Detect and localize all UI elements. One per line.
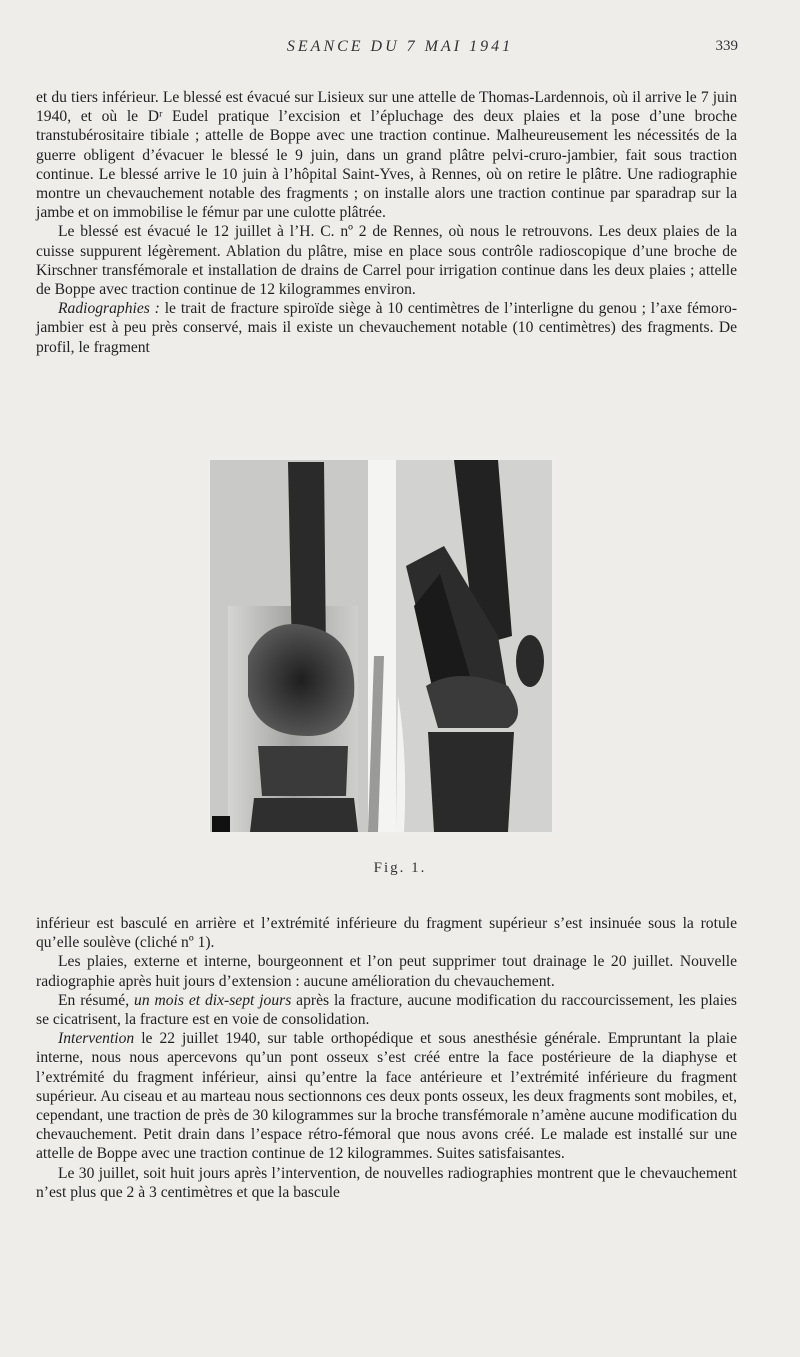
paragraph-text: Les plaies, externe et interne, bourgeonnent et l’on peut supprimer tout drainage le 20 juillet. Nouvelle radiographie après huit jours d’extension : aucune amélioration du chevauchement. <box>36 953 737 990</box>
figure-caption: Fig. 1. <box>373 860 427 876</box>
paragraph <box>36 991 737 1029</box>
paragraph <box>36 1164 737 1202</box>
paragraph-lead: un mois et dix-sept jours <box>134 991 292 1009</box>
paragraph-text: Le blessé est évacué le 12 juillet à l’H. C. nº 2 de Rennes, où nous le retrouvons. Les deux plaies de la cuisse suppurent légèrement. Ablation du plâtre, mise en place sous contrôle radioscopique d’une broche de Kirschner transfémorale et installation de drains de Carrel pour irrigation continue dans les deux plaies ; attelle de Boppe avec traction continue de 12 kilogrammes environ. <box>36 223 737 299</box>
text-block-bottom <box>36 914 737 1202</box>
paragraph-text: Le 30 juillet, soit huit jours après l’intervention, de nouvelles radiographies montrent que le chevauchement n’est plus que 2 à 3 centimètres et que la bascule <box>36 1164 737 1201</box>
paragraph-text: le trait de fracture spiroïde siège à 10 centimètres de l’interligne du genou ; l’axe fémoro-jambier est à peu près conservé, mais il existe un chevauchement notable (10 centimètres) des fragments. De profil, le fragment <box>36 300 738 356</box>
paragraph-text: et du tiers inférieur. Le blessé est évacué sur Lisieux sur une attelle de Thomas-Lardennois, où il arrive le 7 juin 1940, et où le Dʳ Eudel pratique l’excision et l’épluchage des deux plaies et la pose d’une broche transtubérositaire tibiale ; attelle de Boppe avec une traction continue. Malheureusement les nécessités de la guerre obligent d’évacuer le blessé le 9 juin, dans un grand plâtre pelvi-cruro-jambier, fait sous traction continue. Le blessé arrive le 10 juin à l’hôpital Saint-Yves, à Rennes, où on retire le plâtre. Une radiographie montre un chevauchement notable des fragments ; on installe alors une traction continue par sparadrap sur la jambe et on immobilise le fémur par une culotte plâtrée. <box>36 89 737 222</box>
paragraph <box>36 88 737 222</box>
paragraph <box>36 914 737 952</box>
paragraph <box>36 1029 737 1163</box>
page-number: 339 <box>715 38 738 54</box>
paragraph <box>36 952 737 990</box>
paragraph <box>36 299 737 357</box>
paragraph <box>36 222 737 299</box>
xray-figure <box>208 456 556 834</box>
text-block-top <box>36 88 737 357</box>
paragraph-lead: Radiographies : <box>58 300 160 318</box>
running-head <box>62 38 738 62</box>
paragraph-pre: En résumé, <box>58 991 135 1009</box>
paragraph-lead: Intervention <box>58 1030 135 1048</box>
xray-image <box>208 456 556 834</box>
running-title: SEANCE DU 7 MAI 1941 <box>286 38 514 55</box>
paragraph-text: le 22 juillet 1940, sur table orthopédique et sous anesthésie générale. Empruntant la plaie interne, nous nous apercevons qu’un pont osseux s’est créé entre la face postérieure de la diaphyse et l’extrémité du fragment inférieur, ainsi qu’entre la face antérieure et l’extrémité inférieure du fragment supérieur. Au ciseau et au marteau nous sectionnons ces deux ponts osseux, les deux fragments sont mobiles, et, cependant, une traction de près de 30 kilogrammes sur la broche transfémorale n’amène aucune modification du chevauchement. Petit drain dans l’espace rétro-fémoral que nous avons créé. Le malade est installé sur une attelle de Boppe avec une traction continue de 12 kilogrammes. Suites satisfaisantes. <box>36 1030 737 1163</box>
paragraph-text: après la fracture, aucune modification du raccourcissement, les plaies se cicatrisent, la fracture est en voie de consolidation. <box>36 991 737 1029</box>
paragraph-text: inférieur est basculé en arrière et l’extrémité inférieure du fragment supérieur s’est insinuée sous la rotule qu’elle soulève (cliché nº 1). <box>36 915 737 952</box>
